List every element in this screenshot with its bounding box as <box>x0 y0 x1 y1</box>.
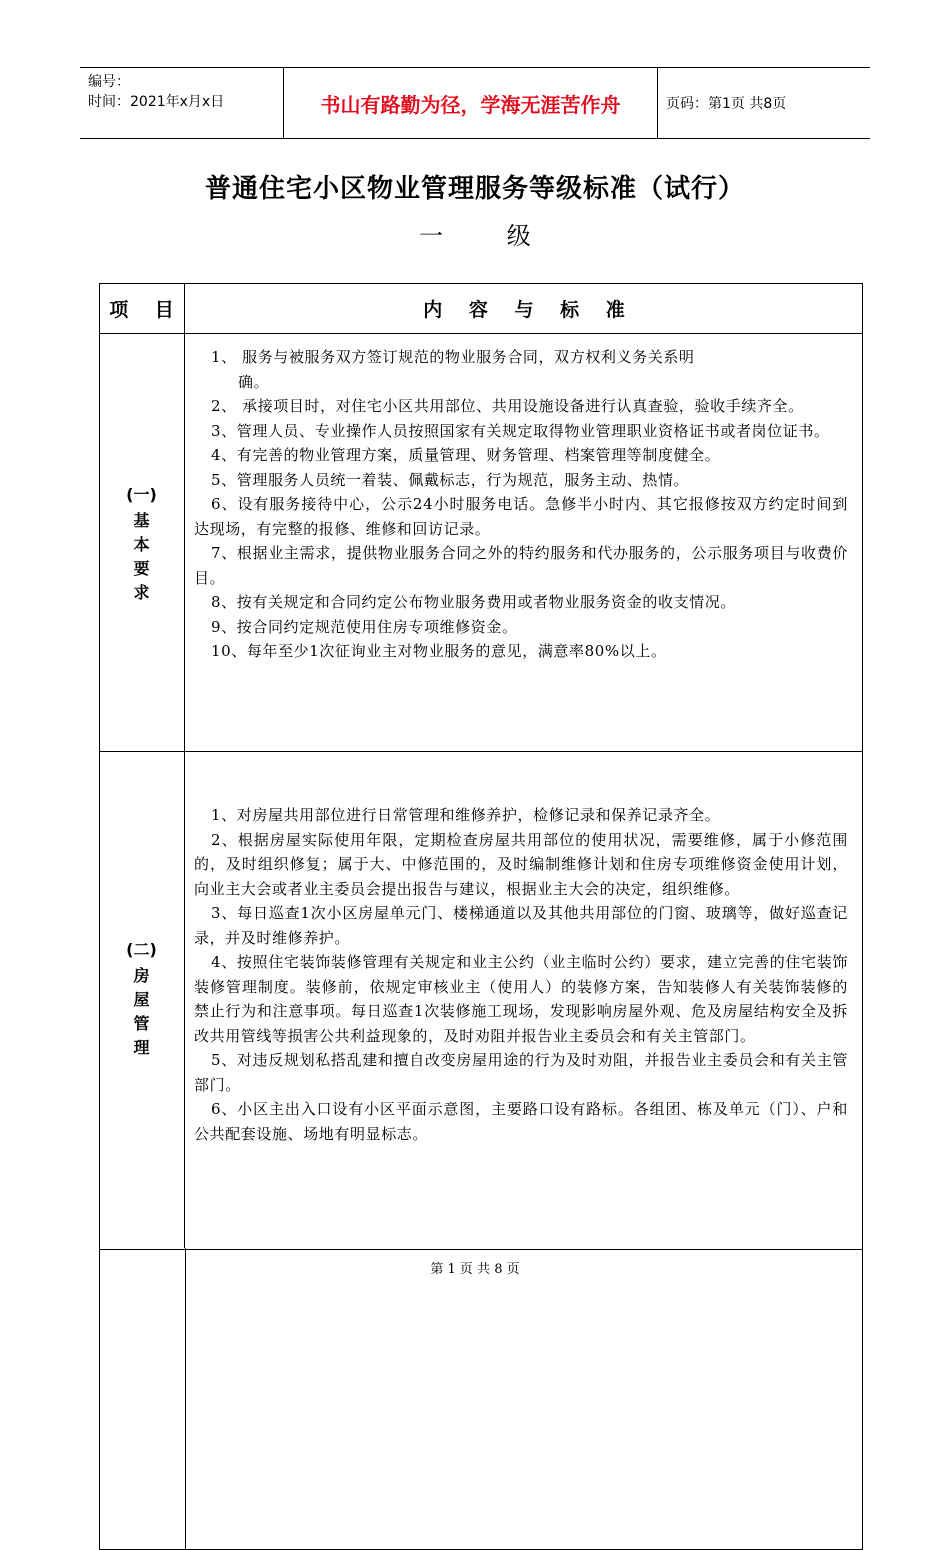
section-label-basic <box>99 483 184 605</box>
section-char: 求 <box>133 583 150 602</box>
standards-table <box>99 283 863 1550</box>
page-footer: 第 1 页 共 8 页 <box>430 1262 520 1277</box>
section-char: 本 <box>133 535 150 554</box>
list-item: 6、设有服务接待中心，公示24小时服务电话。急修半小时内、其它报修按双方约定时间到达现场，有完整的报修、维修和回访记录。 <box>194 495 848 538</box>
list-item: 4、按照住宅装饰装修管理有关规定和业主公约（业主临时公约）要求，建立完善的住宅装饰装修管理制度。装修前，依规定审核业主（使用人）的装修方案，告知装修人有关装饰装修的禁止行为和注意事项。每日巡查1次装修施工现场，发现影响房屋外观、危及房屋结构安全及拆改共用管线等损害公共利益现象的，及时劝阻并报告业主委员会和有关主管部门。 <box>194 953 848 1045</box>
list-item: 6、小区主出入口设有小区平面示意图，主要路口设有路标。各组团、栋及单元（门）、户和公共配套设施、场地有明显标志。 <box>194 1100 848 1143</box>
section-number: (一) <box>126 485 157 504</box>
header-content: 内 容 与 标 准 <box>423 298 635 321</box>
section-char: 管 <box>133 1014 150 1033</box>
row-divider <box>99 751 863 752</box>
header-meta <box>88 72 280 112</box>
list-item: 2、根据房屋实际使用年限，定期检查房屋共用部位的使用状况，需要维修，属于小修范围的，及时组织修复；属于大、中修范围的，及时编制维修计划和住房专项维修资金使用计划，向业主大会或者业主委员会提出报告与建议，根据业主大会的决定，组织维修。 <box>194 830 848 898</box>
section-label-housing <box>99 938 184 1060</box>
list-item: 5、对违反规划私搭乱建和擅自改变房屋用途的行为及时劝阻，并报告业主委员会和有关主管部门。 <box>194 1051 848 1094</box>
header-page-info: 页码：第1页 共8页 <box>666 96 787 112</box>
section-char: 要 <box>133 559 150 578</box>
section-number: (二) <box>126 940 157 959</box>
row-divider <box>99 333 863 334</box>
list-item: 4、有完善的物业管理方案，质量管理、财务管理、档案管理等制度健全。 <box>211 446 721 464</box>
list-item: 3、管理人员、专业操作人员按照国家有关规定取得物业管理职业资格证书或者岗位证书。 <box>211 421 830 440</box>
section-content-housing <box>194 803 848 1146</box>
serial-label: 编号： <box>88 74 130 90</box>
list-item: 1、对房屋共用部位进行日常管理和维修养护，检修记录和保养记录齐全。 <box>211 806 721 824</box>
list-item: 8、按有关规定和合同约定公布物业服务费用或者物业服务资金的收支情况。 <box>211 593 736 611</box>
document-title: 普通住宅小区物业管理服务等级标准（试行） <box>204 174 745 204</box>
list-item: 10、每年至少1次征询业主对物业服务的意见，满意率80%以上。 <box>211 642 667 660</box>
time-label: 时间：2021年x月x日 <box>88 94 225 110</box>
list-item: 确。 <box>238 372 270 391</box>
table-border-lower <box>99 1248 863 1550</box>
list-item: 7、根据业主需求，提供物业服务合同之外的特约服务和代办服务的，公示服务项目与收费价目。 <box>194 544 848 587</box>
list-item: 2、 承接项目时，对住宅小区共用部位、共用设施设备进行认真查验，验收手续齐全。 <box>211 397 804 415</box>
section-char: 理 <box>133 1038 150 1057</box>
header-divider <box>657 68 658 138</box>
header-motto: 书山有路勤为径，学海无涯苦作舟 <box>320 92 621 117</box>
list-item: 1、 服务与被服务双方签订规范的物业服务合同，双方权利义务关系明 <box>211 348 695 366</box>
column-divider <box>185 1248 186 1549</box>
page-header <box>80 67 870 139</box>
level-subtitle: 一 级 <box>419 222 559 250</box>
list-item: 5、管理服务人员统一着装、佩戴标志，行为规范，服务主动、热情。 <box>211 470 690 489</box>
section-char: 房 <box>133 966 150 985</box>
column-divider <box>184 283 185 1248</box>
section-char: 基 <box>133 511 150 530</box>
section-char: 屋 <box>133 990 150 1009</box>
section-content-basic <box>194 345 848 664</box>
list-item: 9、按合同约定规范使用住房专项维修资金。 <box>211 617 518 636</box>
list-item: 3、每日巡查1次小区房屋单元门、楼梯通道以及其他共用部位的门窗、玻璃等，做好巡查记录，并及时维修养护。 <box>194 904 848 947</box>
header-item: 项 目 <box>109 298 184 321</box>
